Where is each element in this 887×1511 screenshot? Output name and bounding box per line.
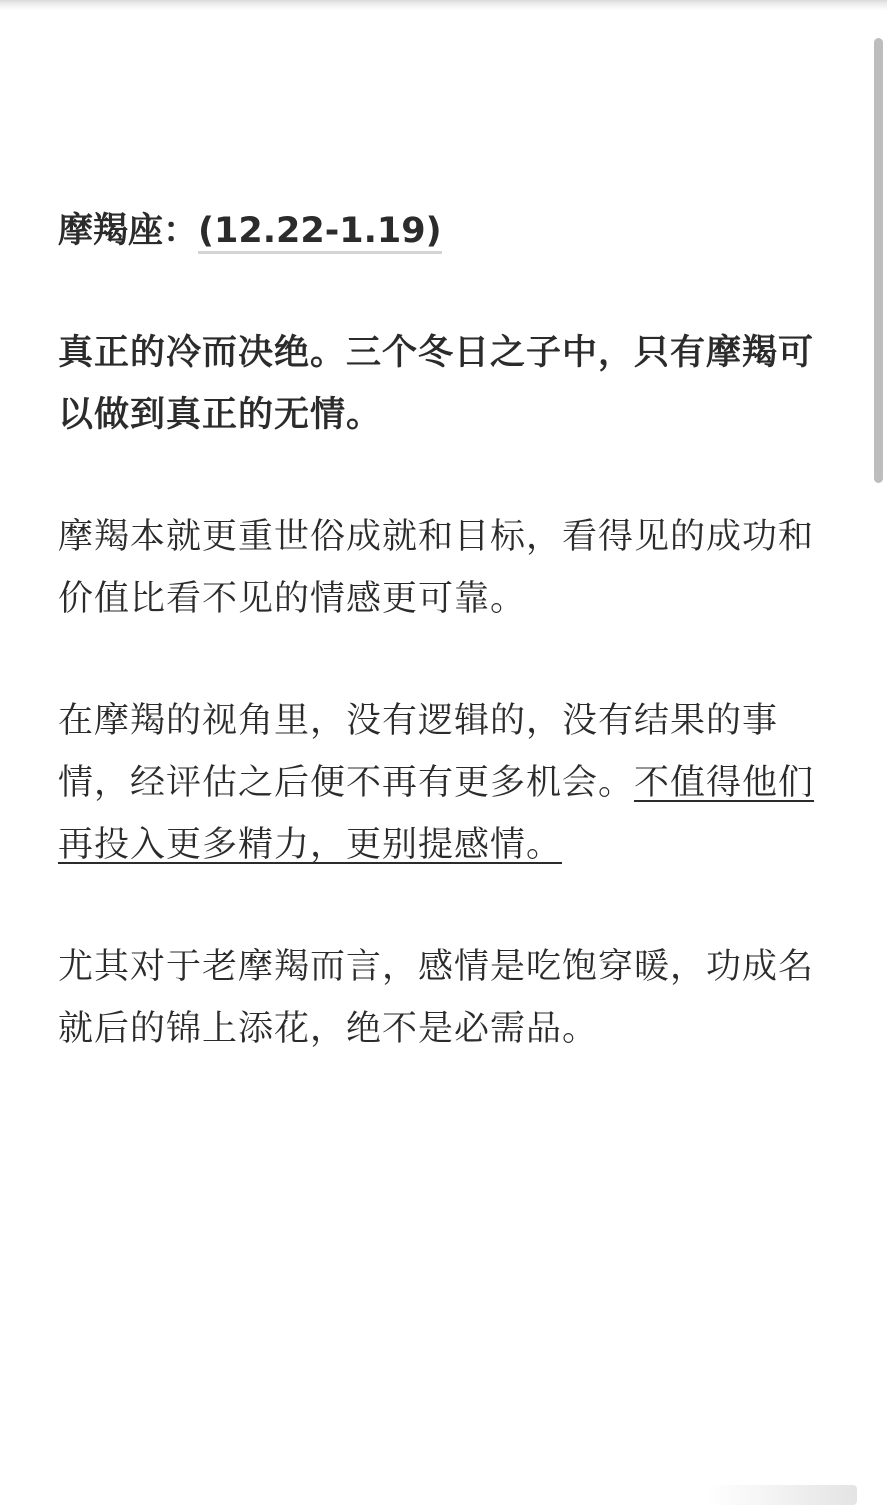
scrollbar-thumb[interactable] bbox=[874, 38, 883, 483]
article-body bbox=[58, 200, 818, 1060]
paragraph-2: 摩羯本就更重世俗成就和目标，看得见的成功和价值比看不见的情感更可靠。 bbox=[58, 517, 815, 619]
paragraph-3-text: 在摩羯的视角里，没有逻辑的，没有结果的事情，经评估之后便不再有更多机会。 bbox=[58, 701, 779, 803]
paragraph-3 bbox=[58, 690, 818, 876]
watermark-logo bbox=[707, 1485, 857, 1505]
paragraph-4: 尤其对于老摩羯而言，感情是吃饱穿暖，功成名就后的锦上添花，绝不是必需品。 bbox=[58, 947, 815, 1049]
top-edge-strip bbox=[0, 0, 887, 10]
paragraph-1: 真正的冷而决绝。三个冬日之子中，只有摩羯可以做到真正的无情。 bbox=[58, 333, 815, 435]
heading-prefix: 摩羯座： bbox=[58, 211, 199, 251]
date-range: (12.22-1.19) bbox=[198, 211, 442, 254]
section-heading bbox=[58, 200, 818, 262]
paragraph-3-underlined-text: 不值得他们再投入更多精力，更别提感情。 bbox=[58, 763, 815, 865]
